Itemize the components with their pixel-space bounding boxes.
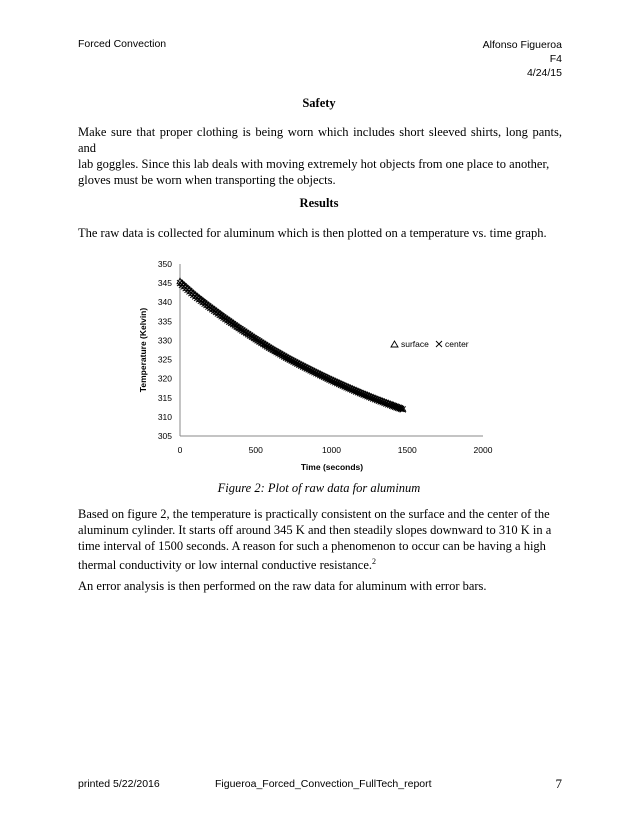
footer-printed-date: printed 5/22/2016 <box>78 778 160 790</box>
y-axis-label: Temperature (Kelvin) <box>138 307 148 393</box>
footnote-reference: 2 <box>372 557 377 566</box>
y-tick-label: 305 <box>157 431 172 441</box>
legend-triangle-marker <box>391 341 398 347</box>
y-tick-label: 310 <box>157 411 172 422</box>
figure-caption: Figure 2: Plot of raw data for aluminum <box>217 481 421 495</box>
header-section: F4 <box>549 53 562 65</box>
header-author-block <box>483 38 562 80</box>
y-tick-label: 345 <box>157 278 172 289</box>
y-tick-label: 330 <box>157 335 172 346</box>
safety-line: lab goggles. Since this lab deals with moving extremely hot objects from one place to another, <box>78 157 550 171</box>
legend <box>391 339 469 349</box>
series-center <box>177 280 406 412</box>
discussion-line: aluminum cylinder. It starts off around 345 K and then steadily slopes downward to 310 K in a <box>78 523 552 537</box>
temperature-time-chart <box>130 250 510 475</box>
footer-filename: Figueroa_Forced_Convection_FullTech_report <box>215 778 432 790</box>
y-tick-label: 335 <box>157 316 172 327</box>
safety-line: gloves must be worn when transporting the objects. <box>78 173 336 187</box>
safety-heading: Safety <box>302 96 336 110</box>
error-analysis-line: An error analysis is then performed on the raw data for aluminum with error bars. <box>78 579 487 593</box>
results-heading: Results <box>299 196 339 210</box>
header-date: 4/24/15 <box>526 67 562 79</box>
legend-x-marker <box>436 341 442 347</box>
x-tick-label: 1000 <box>322 445 341 455</box>
x-tick-label: 500 <box>248 445 263 455</box>
x-tick-label: 0 <box>177 445 183 455</box>
legend-label-surface: surface <box>401 339 429 349</box>
header-author: Alfonso Figueroa <box>482 39 562 51</box>
safety-paragraph <box>78 124 562 188</box>
y-tick-label: 350 <box>157 259 172 269</box>
y-tick-label: 340 <box>157 297 172 308</box>
x-axis-label: Time (seconds) <box>300 462 364 472</box>
y-tick-label: 325 <box>157 354 172 365</box>
safety-line: Make sure that proper clothing is being worn which includes short sleeved shirts, long pants, and <box>78 125 562 155</box>
series-surface <box>177 278 406 411</box>
discussion-line <box>78 554 562 573</box>
y-tick-label: 320 <box>157 373 172 384</box>
discussion-line: Based on figure 2, the temperature is practically consistent on the surface and the center of the <box>78 507 550 521</box>
page-number: 7 <box>555 776 562 791</box>
discussion-line-text: thermal conductivity or low internal conductive resistance. <box>78 558 373 573</box>
y-tick-label: 315 <box>157 392 172 403</box>
results-intro: The raw data is collected for aluminum which is then plotted on a temperature vs. time graph. <box>78 226 547 240</box>
x-tick-label: 1500 <box>397 445 417 455</box>
discussion-paragraph <box>78 506 562 573</box>
x-tick-label: 2000 <box>473 445 493 455</box>
legend-label-center: center <box>445 339 469 349</box>
header-title: Forced Convection <box>78 38 167 50</box>
discussion-line: time interval of 1500 seconds. A reason for such a phenomenon to occur can be having a high <box>78 539 546 553</box>
